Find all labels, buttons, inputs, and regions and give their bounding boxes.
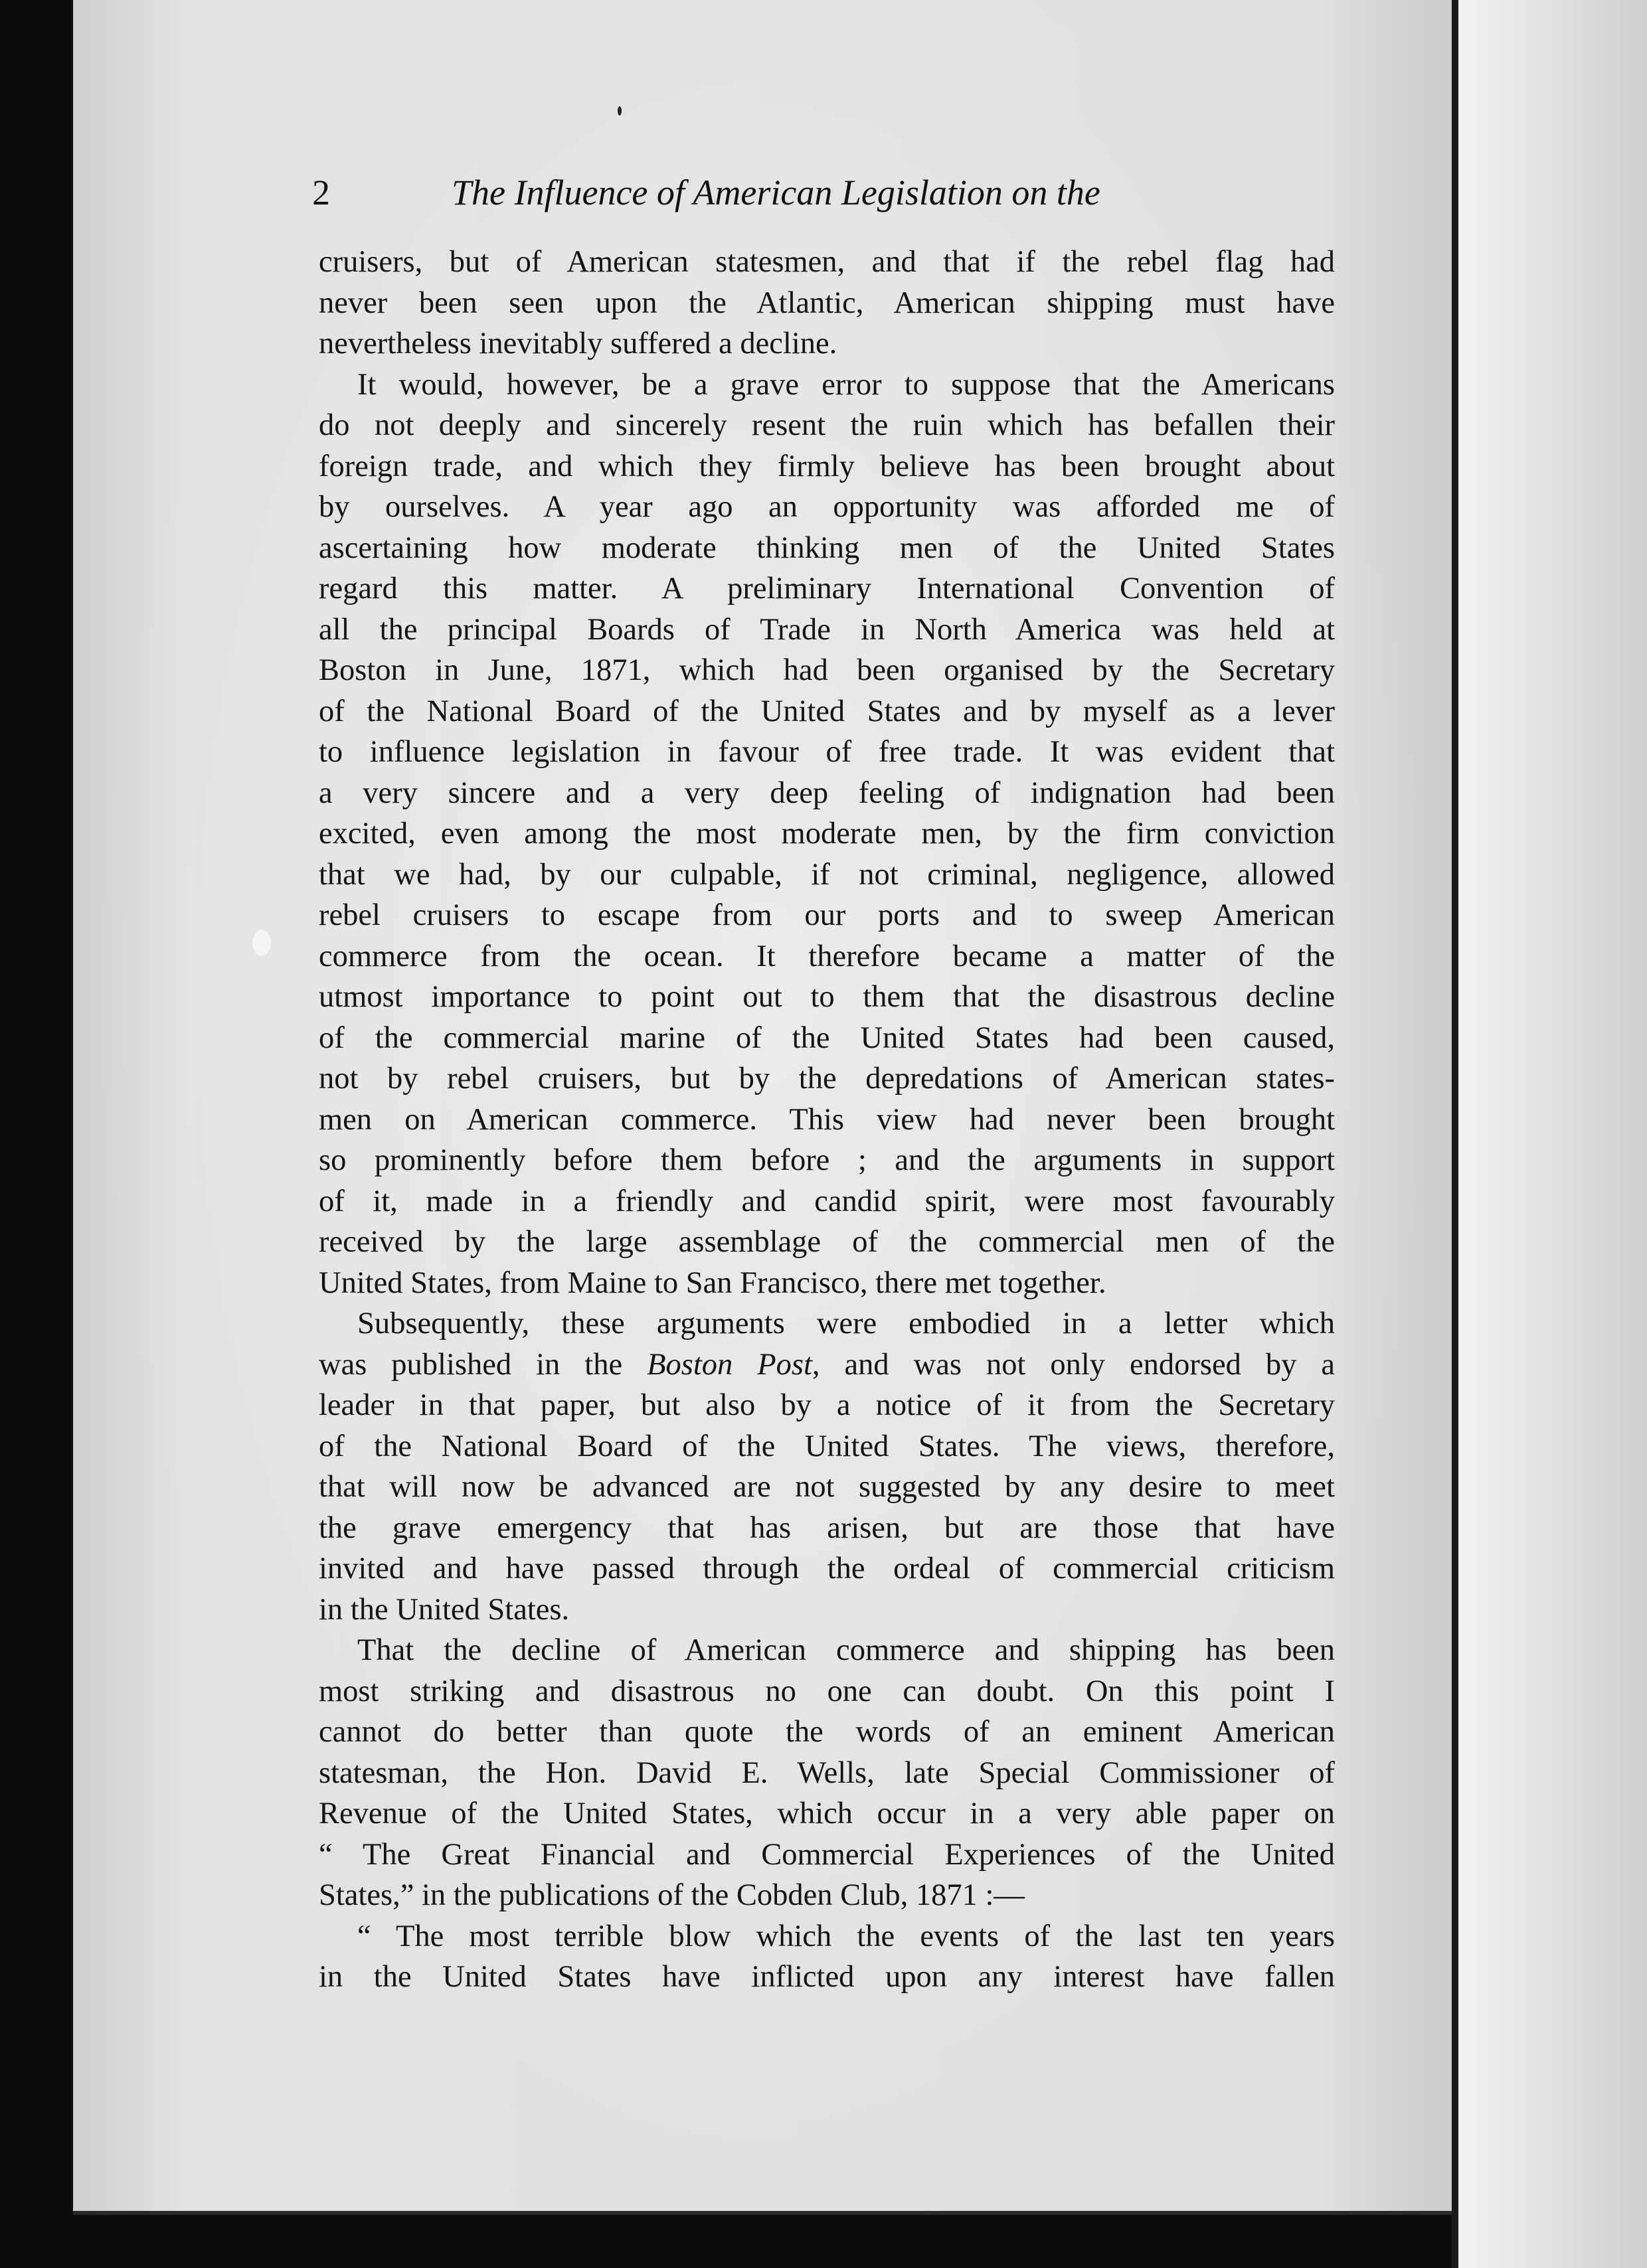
text-line: was published in the Boston Post, and was not only endorsed by a [319, 1347, 1335, 1382]
paragraph [319, 242, 1335, 364]
text-line: received by the large assemblage of the commercial men of the [319, 1225, 1335, 1259]
text-line: cannot do better than quote the words of an eminent American [319, 1715, 1335, 1749]
text-line: cruisers, but of American statesmen, and that if the rebel flag had [319, 245, 1335, 279]
text-line: Revenue of the United States, which occur in a very able paper on [319, 1797, 1335, 1830]
adjacent-page-edge [1458, 0, 1647, 2268]
text-line: most striking and disastrous no one can doubt. On this point I [319, 1674, 1335, 1708]
text-line: regard this matter. A preliminary International Convention of [319, 572, 1335, 606]
paragraph [319, 1303, 1335, 1630]
paragraph [319, 1630, 1335, 1916]
running-header [312, 166, 1348, 219]
text-line: a very sincere and a very deep feeling of indignation had been [319, 775, 1335, 810]
text-line: never been seen upon the Atlantic, American shipping must have [319, 285, 1335, 320]
text-line: by ourselves. A year ago an opportunity was afforded me of [319, 490, 1335, 524]
page-number: 2 [312, 173, 330, 212]
text-line: United States, from Maine to San Francisco, there met together. [319, 1265, 1106, 1300]
text-line: “ The Great Financial and Commercial Experiences of the United [319, 1837, 1335, 1872]
text-line: men on American commerce. This view had never been brought [319, 1102, 1335, 1137]
running-title: The Influence of American Legislation on the [452, 173, 1100, 212]
text-line: Subsequently, these arguments were embodied in a letter which [357, 1307, 1335, 1340]
text-line: invited and have passed through the ordeal of commercial criticism [319, 1552, 1335, 1585]
text-line: nevertheless inevitably suffered a decline. [319, 327, 837, 361]
text-line: in the United States. [319, 1592, 570, 1627]
text-line: rebel cruisers to escape from our ports and to sweep American [319, 898, 1335, 932]
text-line: so prominently before them before ; and the arguments in support [319, 1143, 1335, 1177]
text-line: to influence legislation in favour of free trade. It was evident that [319, 735, 1335, 769]
text-line: excited, even among the most moderate men, by the firm conviction [319, 817, 1335, 850]
text-line: commerce from the ocean. It therefore became a matter of the [319, 939, 1335, 973]
text-line: It would, however, be a grave error to suppose that the Americans [357, 367, 1335, 402]
paragraph [319, 1916, 1335, 1998]
text-line: the grave emergency that has arisen, but are those that have [319, 1510, 1335, 1545]
body-text [319, 242, 1335, 1998]
text-line: That the decline of American commerce and shipping has been [357, 1633, 1335, 1667]
text-line: “ The most terrible blow which the events of the last ten years [357, 1919, 1335, 1953]
text-line: of the National Board of the United States and by myself as a lever [319, 694, 1335, 728]
text-line: of the National Board of the United States. The views, therefore, [319, 1429, 1335, 1463]
text-line: States,” in the publications of the Cobden Club, 1871 :— [319, 1878, 1025, 1912]
text-line: Boston in June, 1871, which had been organised by the Secretary [319, 653, 1335, 687]
text-line: statesman, the Hon. David E. Wells, late Special Commissioner of [319, 1755, 1335, 1790]
text-line: of it, made in a friendly and candid spirit, were most favourably [319, 1184, 1335, 1218]
paper-speck [618, 106, 622, 116]
text-line: that we had, by our culpable, if not criminal, negligence, allowed [319, 857, 1335, 892]
text-line: that will now be advanced are not suggested by any desire to meet [319, 1470, 1335, 1504]
paragraph [319, 364, 1335, 1304]
text-line: not by rebel cruisers, but by the depredations of American states- [319, 1062, 1335, 1095]
text-line: ascertaining how moderate thinking men of the United States [319, 530, 1335, 565]
text-line: utmost importance to point out to them that the disastrous decline [319, 980, 1335, 1014]
text-line: in the United States have inflicted upon any interest have fallen [319, 1960, 1335, 1994]
text-line: all the principal Boards of Trade in North America was held at [319, 612, 1335, 647]
text-line: do not deeply and sincerely resent the ruin which has befallen their [319, 408, 1335, 442]
text-line: leader in that paper, but also by a notice of it from the Secretary [319, 1388, 1335, 1422]
text-line: foreign trade, and which they firmly believe has been brought about [319, 449, 1335, 483]
paper-speck [252, 930, 271, 956]
text-line: of the commercial marine of the United States had been caused, [319, 1020, 1335, 1055]
